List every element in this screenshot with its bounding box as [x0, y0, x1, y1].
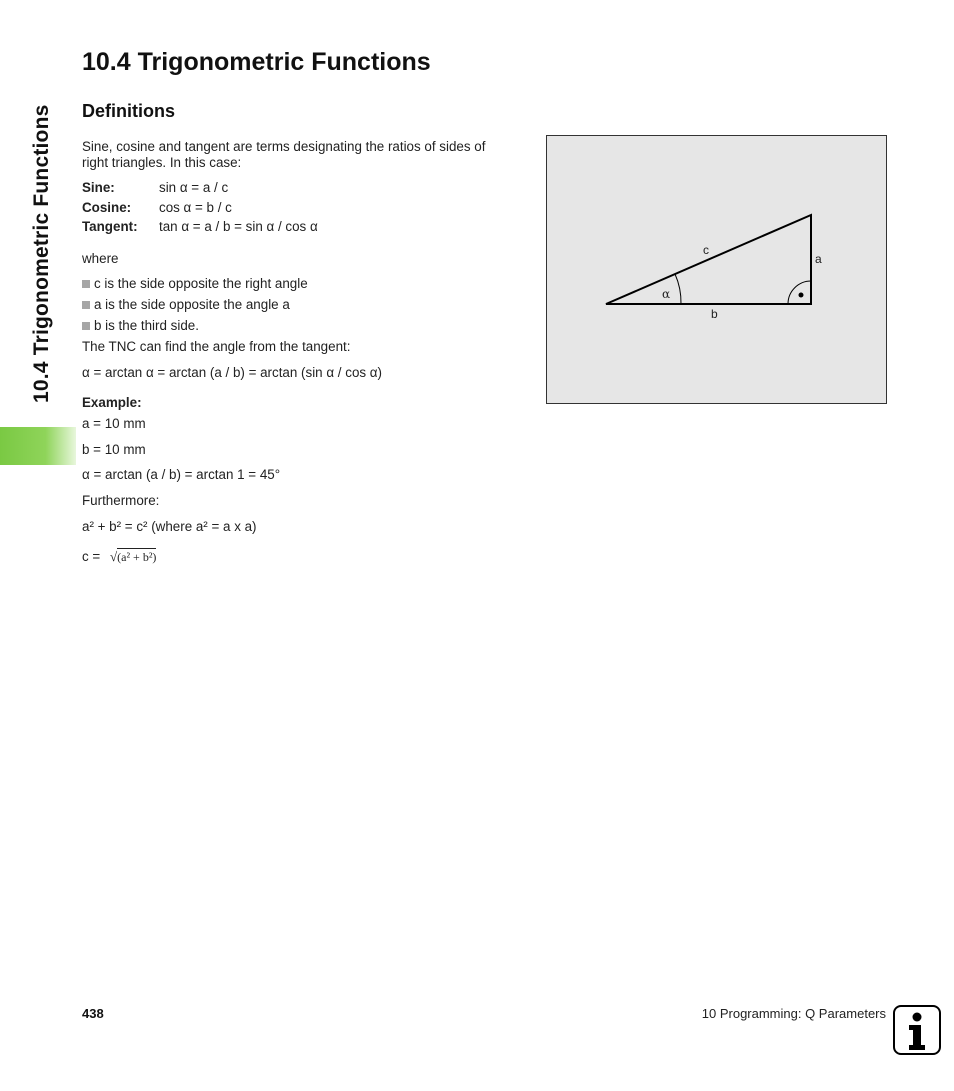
definition-label: Tangent: — [82, 219, 138, 234]
arctan-formula: α = arctan α = arctan (a / b) = arctan (sin α / cos α) — [82, 365, 383, 380]
bullet-item — [82, 296, 290, 313]
right-triangle — [606, 215, 811, 304]
page-number: 438 — [82, 1006, 104, 1021]
side-tab-title: 10.4 Trigonometric Functions — [30, 104, 53, 403]
square-bullet-icon — [82, 280, 90, 288]
where-text: where — [82, 251, 119, 266]
bullet-text: c is the side opposite the right angle — [94, 276, 308, 291]
right-angle-dot — [799, 293, 804, 298]
definition-label: Sine: — [82, 180, 115, 195]
intro-line-1: Sine, cosine and tangent are terms designating the ratios of sides of — [82, 139, 486, 154]
label-b: b — [711, 307, 718, 321]
bullet-item — [82, 275, 308, 292]
right-angle-arc — [788, 281, 811, 304]
page-title: 10.4 Trigonometric Functions — [82, 48, 431, 76]
label-a: a — [815, 252, 822, 266]
tangent-note: The TNC can find the angle from the tangent: — [82, 339, 351, 354]
definition-formula: sin α = a / c — [159, 180, 229, 195]
example-title: Example: — [82, 395, 142, 410]
angle-alpha-arc — [675, 274, 681, 304]
definition-label: Cosine: — [82, 200, 132, 215]
label-c: c — [703, 243, 709, 257]
sqrt-formula — [82, 549, 156, 565]
sqrt-icon: √ — [109, 549, 118, 564]
bullet-item — [82, 317, 199, 334]
square-bullet-icon — [82, 301, 90, 309]
triangle-diagram — [547, 136, 886, 403]
definition-formula: tan α = a / b = sin α / cos α — [159, 219, 318, 234]
example-line: α = arctan (a / b) = arctan 1 = 45° — [82, 467, 281, 482]
label-alpha: α — [662, 287, 671, 301]
definition-formula: cos α = b / c — [159, 200, 232, 215]
example-line: b = 10 mm — [82, 442, 146, 457]
chapter-title: 10 Programming: Q Parameters — [701, 1006, 886, 1021]
info-icon — [893, 1005, 941, 1055]
intro-line-2: right triangles. In this case: — [82, 155, 242, 170]
example-line: a = 10 mm — [82, 416, 146, 431]
example-line: a² + b² = c² (where a² = a x a) — [82, 519, 257, 534]
triangle-figure — [546, 135, 887, 404]
section-heading: Definitions — [82, 101, 175, 121]
bullet-text: b is the third side. — [94, 318, 199, 333]
chapter-tab-marker — [0, 427, 76, 465]
sqrt-lhs: c = — [82, 549, 101, 564]
sqrt-radicand: (a² + b²) — [117, 550, 157, 564]
square-bullet-icon — [82, 322, 90, 330]
example-line: Furthermore: — [82, 493, 160, 508]
bullet-text: a is the side opposite the angle a — [94, 297, 290, 312]
